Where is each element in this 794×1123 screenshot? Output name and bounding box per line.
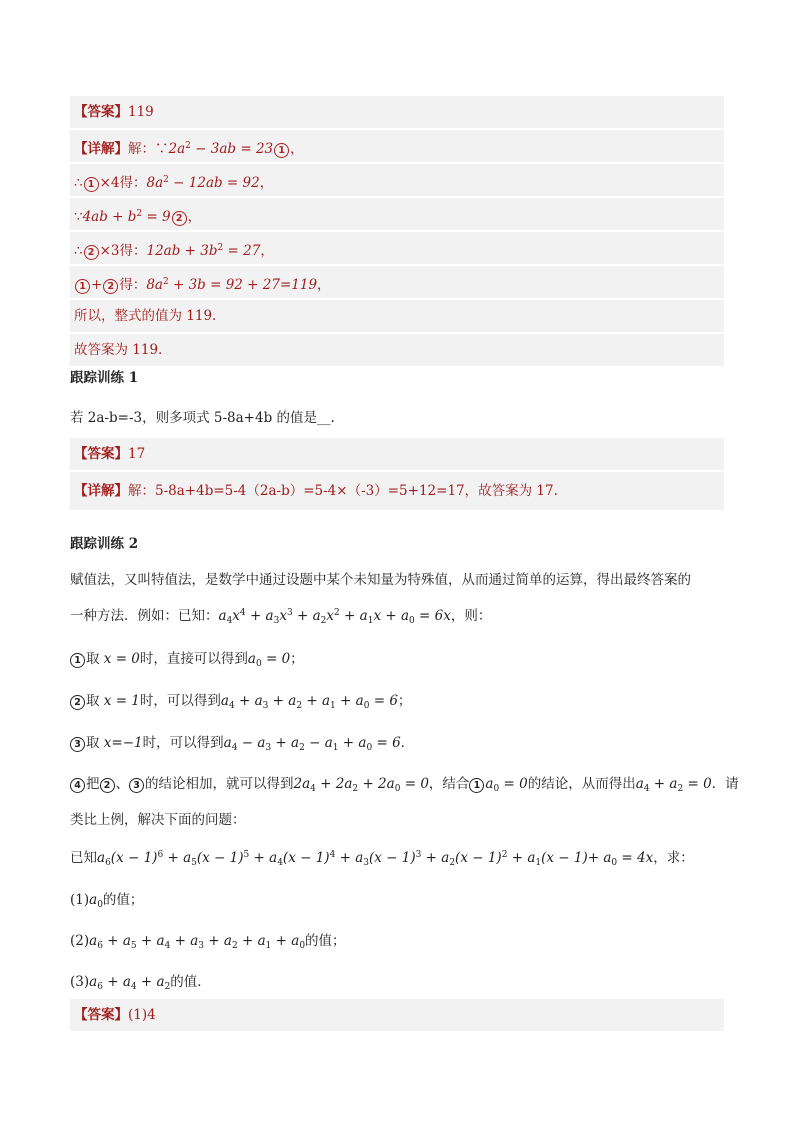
formula: $8a^2 - 12ab = 92$ [146, 175, 260, 191]
circled-number-icon: 2 [70, 695, 85, 710]
circled-number-icon: 1 [70, 653, 85, 668]
answer-row [70, 96, 724, 130]
circled-number-icon: 2 [172, 211, 187, 226]
detail-row: 【详解】解：5-8a+4b=5-4（2a-b）=5-4×（-3）=5+12=17，故答案为 17. [70, 472, 724, 512]
step-3: 3 取 x=−1时，可以得到$a_4 - a_3 + a_2 - a_1 + a_0 = 6$． [70, 731, 414, 753]
formula: $4ab + b^2 = 9$ [82, 209, 171, 225]
detail-line-2: ∴ 1 ×4得：$8a^2 - 12ab = 92$， [70, 164, 724, 198]
circled-number-icon: 4 [70, 778, 85, 793]
circled-number-icon: 1 [274, 143, 289, 158]
circled-number-icon: 1 [84, 177, 99, 192]
detail-line-5: 1 + 2 得：$8a^2 + 3b = 92 + 27=119$， [70, 266, 724, 300]
answer-block-1 [70, 96, 724, 368]
step-4-line-2: 类比上例，解决下面的问题： [70, 812, 246, 828]
formula: $a_4x^4 + a_3x^3 + a_2x^2 + a_1x + a_0 = 6x$ [218, 608, 451, 626]
formula: $a_6(x - 1)^6 + a_5(x - 1)^5 + a_4(x - 1)^4 + a_3(x - 1)^3 + a_2(x - 1)^2 + a_1(x - 1)+ a_0 = 4x$ [97, 850, 654, 868]
circled-number-icon: 3 [129, 778, 144, 793]
answer-row: 【答案】17 [70, 438, 724, 472]
circled-number-icon: 2 [100, 778, 115, 793]
answer-value: 119 [128, 104, 154, 120]
detail-line-4: ∴ 2 ×3得：$12ab + 3b^2 = 27$， [70, 232, 724, 266]
detail-line-3: ∵4ab + $b^2 = 9$ 2 ， [70, 198, 724, 232]
intro-line-1: 赋值法，又叫特值法，是数学中通过设题中某个未知量为特殊值，从而通过简单的运算，得出最终答案的 [70, 572, 691, 588]
intro-line-2: 一种方法．例如：已知：$a_4x^4 + a_3x^3 + a_2x^2 + a_1x + a_0 = 6x$，则： [70, 608, 492, 626]
formula: $12ab + 3b^2 = 27$ [146, 243, 261, 259]
circled-number-icon: 1 [469, 778, 484, 793]
track-2-heading: 跟踪训练 2 [70, 536, 139, 552]
formula: $2a^2 - 3ab = 23$ [168, 141, 274, 157]
track-1-section [70, 368, 724, 512]
answer-label: 【答案】 [74, 104, 128, 120]
step-2: 2 取 x = 1时，可以得到$a_4 + a_3 + a_2 + a_1 + a_0 = 6$； [70, 689, 411, 711]
track-1-question: 若 2a-b=-3，则多项式 5-8a+4b 的值是__. [70, 410, 335, 426]
answer-row: 【答案】(1)4 [70, 999, 724, 1033]
answer-box [70, 96, 724, 368]
question-1: $(1)a_0$的值； [70, 892, 144, 910]
detail-line-1: 【详解】解：$\because 2a^2 - 3ab = 23$ 1 ， [70, 130, 724, 164]
detail-line-6: 所以，整式的值为 119. [70, 300, 724, 334]
formula: $8a^2 + 3b = 92 + 27=119$ [146, 277, 318, 293]
question-2: $(2)a_6 + a_5 + a_4 + a_3 + a_2 + a_1 + a_0$的值； [70, 933, 346, 951]
circled-number-icon: 3 [70, 737, 85, 752]
step-4: 4 把 2 、 3 的结论相加，就可以得到$2a_4 + 2a_2 + 2a_0 = 0$，结合 1 $a_0 = 0$的结论，从而得出$a_4 + a_2 = 0$．请 [70, 772, 739, 794]
track-2-section [70, 534, 739, 1034]
track-2-answer-box [70, 999, 724, 1033]
detail-label: 【详解】 [74, 141, 128, 157]
track-1-answer-box [70, 438, 724, 512]
circled-number-icon: 2 [84, 245, 99, 260]
circled-number-icon: 2 [103, 279, 118, 294]
detail-line-7: 故答案为 119. [70, 334, 724, 368]
question-3: $(3)a_6 + a_4 + a_2$的值． [70, 974, 211, 992]
circled-number-icon: 1 [75, 279, 90, 294]
track-1-heading: 跟踪训练 1 [70, 370, 139, 386]
step-1: 1 取 x = 0时，直接可以得到$a_0 = 0$； [70, 647, 304, 669]
given-equation: 已知$a_6(x - 1)^6 + a_5(x - 1)^5 + a_4(x - 1)^4 + a_3(x - 1)^3 + a_2(x - 1)^2 + a_1(x - 1)+ a_0 = 4x$，求： [70, 850, 694, 868]
